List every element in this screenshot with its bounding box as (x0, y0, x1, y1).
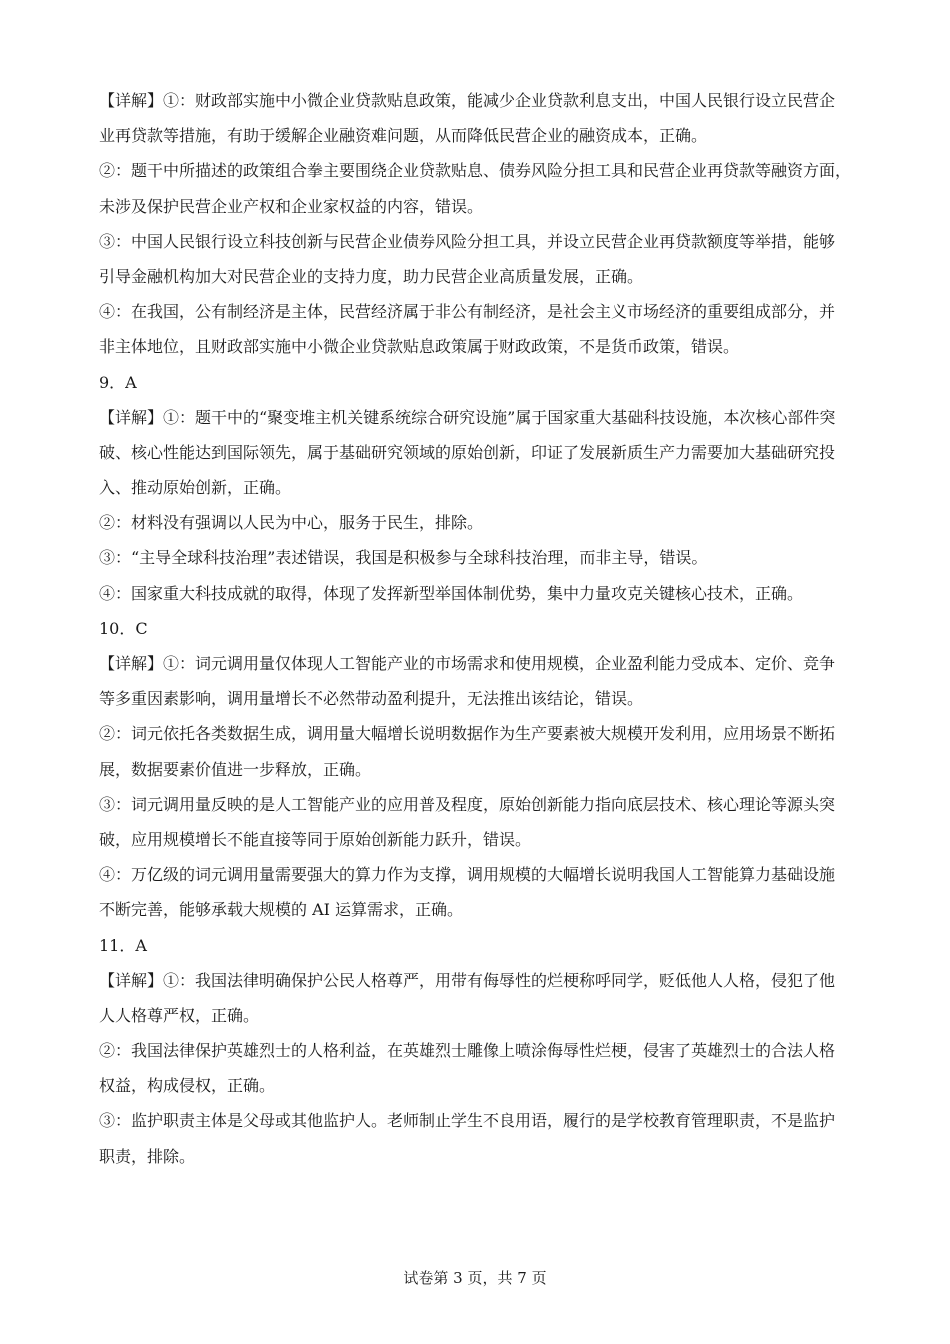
text-line: 展，数据要素价值进一步释放，正确。 (99, 759, 372, 779)
text-line: 入、推动原始创新，正确。 (99, 478, 292, 498)
question-number: 10．C (99, 618, 148, 638)
text-line: ②：词元依托各类数据生成，调用量大幅增长说明数据作为生产要素被大规模开发利用，应用场景不断拓 (99, 724, 836, 744)
text-line: 【详解】①：题干中的“聚变堆主机关键系统综合研究设施”属于国家重大基础科技设施，本次核心部件突 (99, 407, 836, 427)
text-line: 【详解】①：财政部实施中小微企业贷款贴息政策，能减少企业贷款利息支出，中国人民银行设立民营企 (99, 91, 836, 110)
question-number: 11．A (99, 935, 147, 955)
text-line: ③：监护职责主体是父母或其他监护人。老师制止学生不良用语，履行的是学校教育管理职责，不是监护 (99, 1111, 836, 1131)
text-line: 不断完善，能够承载大规模的 AI 运算需求，正确。 (99, 900, 464, 920)
text-line: ②：材料没有强调以人民为中心，服务于民生，排除。 (99, 513, 484, 533)
question-number: 9．A (99, 372, 137, 392)
text-line: 【详解】①：词元调用量仅体现人工智能产业的市场需求和使用规模，企业盈利能力受成本、定价、竞争 (99, 654, 836, 673)
text-line: 等多重因素影响，调用量增长不必然带动盈利提升，无法推出该结论，错误。 (99, 689, 644, 709)
text-line: 破、核心性能达到国际领先，属于基础研究领域的原始创新，印证了发展新质生产力需要加大基础研究投 (99, 442, 836, 462)
text-line: ④：在我国，公有制经济是主体，民营经济属于非公有制经济，是社会主义市场经济的重要组成部分，并 (99, 302, 836, 322)
text-line: ②：我国法律保护英雄烈士的人格利益，在英雄烈士雕像上喷涂侮辱性烂梗，侵害了英雄烈士的合法人格 (99, 1041, 836, 1061)
text-line: ④：国家重大科技成就的取得，体现了发挥新型举国体制优势，集中力量攻克关键核心技术，正确。 (99, 583, 804, 603)
text-line: 破，应用规模增长不能直接等同于原始创新能力跃升，错误。 (99, 829, 532, 849)
text-line: ③：中国人民银行设立科技创新与民营企业债券风险分担工具，并设立民营企业再贷款额度等举措，能够 (99, 231, 836, 251)
text-line: 非主体地位，且财政部实施中小微企业贷款贴息政策属于财政政策，不是货币政策，错误。 (99, 337, 740, 357)
text-line: 人人格尊严权，正确。 (99, 1005, 260, 1025)
text-line: 引导金融机构加大对民营企业的支持力度，助力民营企业高质量发展，正确。 (99, 266, 644, 286)
text-line: 业再贷款等措施，有助于缓解企业融资难问题，从而降低民营企业的融资成本，正确。 (99, 126, 708, 146)
page-footer: 试卷第 3 页，共 7 页 (403, 1269, 547, 1287)
text-line: ④：万亿级的词元调用量需要强大的算力作为支撑，调用规模的大幅增长说明我国人工智能算力基础设施 (99, 865, 836, 885)
text-line: ③：词元调用量反映的是人工智能产业的应用普及程度，原始创新能力指向底层技术、核心理论等源头突 (99, 794, 836, 814)
answer-explanations (99, 90, 859, 1181)
text-line: 【详解】①：我国法律明确保护公民人格尊严，用带有侮辱性的烂梗称呼同学，贬低他人人格，侵犯了他 (99, 970, 836, 990)
text-line: 权益，构成侵权，正确。 (99, 1076, 276, 1096)
text-line: ③：“主导全球科技治理”表述错误，我国是积极参与全球科技治理，而非主导，错误。 (99, 548, 708, 568)
text-line: 未涉及保护民营企业产权和企业家权益的内容，错误。 (99, 196, 484, 216)
text-line: ②：题干中所描述的政策组合拳主要围绕企业贷款贴息、债券风险分担工具和民营企业再贷款等融资方面， (99, 161, 852, 181)
text-line: 职责，排除。 (99, 1146, 196, 1166)
